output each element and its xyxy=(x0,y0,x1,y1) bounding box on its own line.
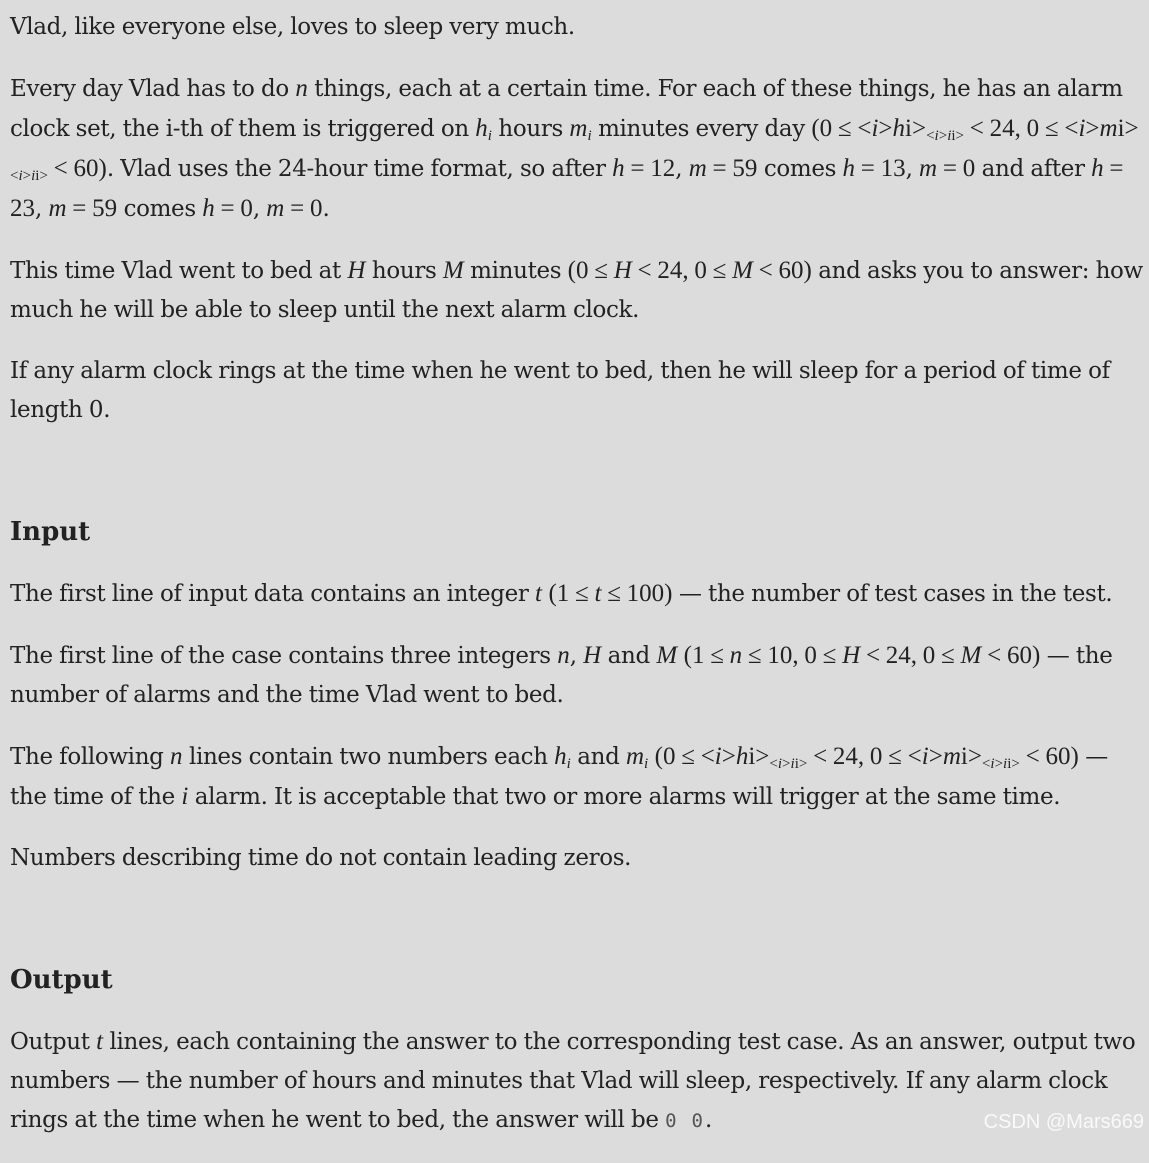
statement-paragraph-3: This time Vlad went to bed at H hours M minutes (0 ≤ H < 24, 0 ≤ M < 60) and asks you to answer: how much he will be able to sleep until the next alarm clock. xyxy=(10,257,1143,323)
output-paragraph-1: Output t lines, each containing the answer to the corresponding test case. As an answer, output two numbers — the number of hours and minutes that Vlad will sleep, respectively. If any alarm clock rings at the time when he went to bed, the answer will be 0 0. xyxy=(10,1028,1136,1133)
input-paragraph-3: The following n lines contain two numbers each $h_i$ and $m_i$ ($0 \le <i>hi>_{<i>ii>} < 24$, $0 \le <i>mi>_{<i>ii>} < 60$) — the time of the i alarm. It is acceptable that two or more alarms will trigger at the same time. xyxy=(10,743,1108,810)
input-heading: Input xyxy=(10,517,91,547)
csdn-watermark: CSDN @Mars669 xyxy=(983,1111,1144,1133)
statement-intro: Vlad, like everyone else, loves to sleep very much. xyxy=(10,14,575,40)
statement-paragraph-2: Every day Vlad has to do n things, each at a certain time. For each of these things, he has an alarm clock set, the i-th of them is triggered on $h_i$ hours $m_i$ minutes every day ($0 \le <i>hi>_{<i>ii>} < 24$, $0 \le <i>mi>_{<i>ii>} < 60$). Vlad uses the 24-hour time format, so after h = 12, m = 59 comes h = 13, m = 0 and after h = 23, m = 59 comes h = 0, m = 0. xyxy=(10,75,1139,222)
output-heading: Output xyxy=(10,965,113,995)
input-paragraph-1: The first line of input data contains an integer t (1 ≤ t ≤ 100) — the number of test cases in the test. xyxy=(10,580,1113,607)
output-section xyxy=(10,961,1144,1141)
input-section xyxy=(10,513,1144,878)
input-paragraph-2: The first line of the case contains three integers n, H and M (1 ≤ n ≤ 10, 0 ≤ H < 24, 0 ≤ M < 60) — the number of alarms and the time Vlad went to bed. xyxy=(10,642,1113,708)
input-paragraph-4: Numbers describing time do not contain leading zeros. xyxy=(10,845,632,871)
statement-paragraph-4: If any alarm clock rings at the time when he went to bed, then he will sleep for a period of time of length 0. xyxy=(10,358,1110,423)
problem-statement xyxy=(10,8,1144,1163)
answer-code: 0 0 xyxy=(665,1110,705,1132)
